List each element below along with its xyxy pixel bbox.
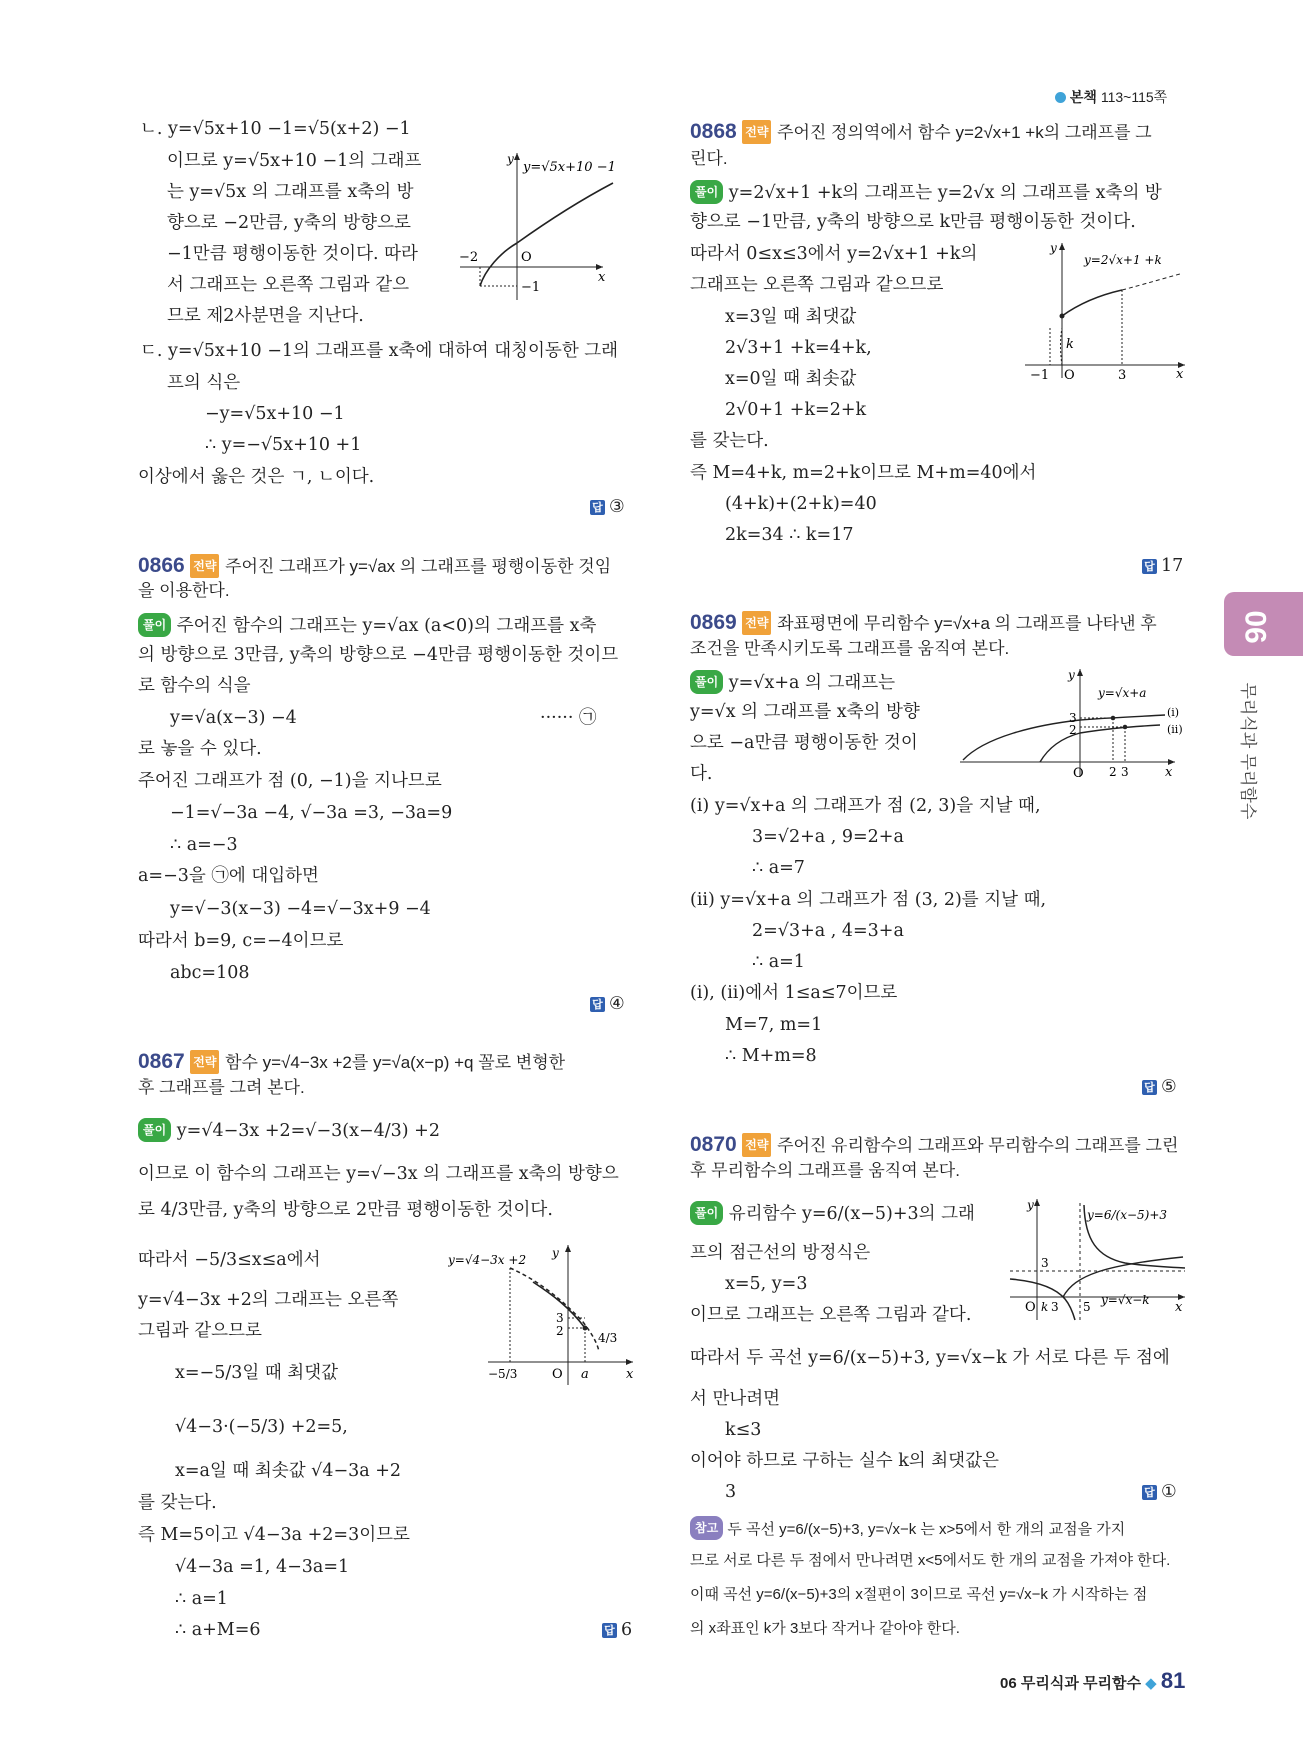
text-line: x=a일 때 최솟값 √4−3a +2 (175, 1461, 402, 1481)
text-line: ㄷ. y=√5x+10 −1의 그래프를 x축에 대하여 대칭이동한 그래 (140, 341, 619, 361)
strategy-text: 주어진 유리함수의 그래프와 무리함수의 그래프를 그린 (777, 1136, 1179, 1155)
text-line: a=−3을 ㉠에 대입하면 (138, 866, 319, 886)
text-line: −1=√−3a −4, √−3a =3, −3a=9 (170, 803, 453, 823)
case-label: (ii) (1167, 723, 1183, 736)
text-line: k≤3 (725, 1420, 762, 1440)
tick-label: −2 (459, 250, 479, 265)
text-line: (i), (ii)에서 1≤a≤7이므로 (690, 983, 898, 1003)
strategy-text: 후 무리함수의 그래프를 움직여 본다. (690, 1161, 960, 1180)
text-line: ∴ a=7 (752, 858, 805, 878)
text-line: 풀이 y=√4−3x +2=√−3(x−4/3) +2 (138, 1118, 440, 1142)
text-line: ∴ a+M=6 (175, 1620, 261, 1640)
curve-label: y=√5x+10 −1 (523, 160, 616, 175)
note-line: 이때 곡선 y=6/(x−5)+3의 x절편이 3이므로 곡선 y=√x−k 가 시작하는 점 (690, 1586, 1148, 1603)
axis-y-label: y (552, 1246, 559, 1260)
text-line: 향으로 −2만큼, y축의 방향으로 (167, 213, 411, 233)
tick-label: 3 (1041, 1256, 1049, 1270)
case-label: (i) (1167, 706, 1180, 719)
graph-sqrt-5x (455, 145, 635, 305)
text-line: 즉 M=5이고 √4−3a +2=3이므로 (138, 1525, 410, 1545)
note-line: 참고 두 곡선 y=6/(x−5)+3, y=√x−k 는 x>5에서 한 개의 교점을 가지 (690, 1516, 1125, 1541)
strategy-text: 조건을 만족시키도록 그래프를 움직여 본다. (690, 639, 1010, 658)
solution-badge: 풀이 (690, 670, 723, 694)
origin-label: O (1064, 368, 1075, 383)
graph-rational-and-sqrt (1005, 1195, 1190, 1325)
answer-icon: 답 (1142, 559, 1157, 574)
text-line: 로 놓을 수 있다. (138, 739, 262, 759)
problem-0867-header (138, 1050, 565, 1074)
axis-x-label: x (1176, 367, 1184, 382)
problem-number: 0868 (690, 120, 737, 143)
strategy-text: 함수 y=√4−3x +2를 y=√a(x−p) +q 꼴로 변형한 (225, 1053, 566, 1072)
answer-865: 답 ③ (590, 496, 625, 518)
curve-label: y=√4−3x +2 (448, 1253, 527, 1267)
text-line: 이므로 그래프는 오른쪽 그림과 같다. (690, 1305, 972, 1325)
problem-0866-header (138, 554, 611, 578)
curve-label: y=√x+a (1098, 686, 1147, 700)
text-line: 따라서 −5/3≤x≤a에서 (138, 1250, 321, 1270)
text-line: x=5, y=3 (725, 1274, 808, 1294)
answer-867: 답 6 (602, 1619, 632, 1641)
text-line: 그림과 같으므로 (138, 1321, 262, 1341)
tick-label: 2 (1109, 765, 1117, 779)
curve-label: y=6/(x−5)+3 (1087, 1208, 1168, 1222)
origin-label: O (1073, 766, 1084, 780)
text-line: 2=√3+a , 4=3+a (752, 921, 904, 941)
text-line: 의 방향으로 3만큼, y축의 방향으로 −4만큼 평행이동한 것이므 (138, 645, 619, 665)
strategy-text: 후 그래프를 그려 본다. (138, 1078, 305, 1097)
text-line: √4−3a =1, 4−3a=1 (175, 1557, 350, 1577)
text-line: 즉 M=4+k, m=2+k이므로 M+m=40에서 (690, 463, 1037, 483)
tick-label: 3 (1121, 765, 1129, 779)
text-line: 향으로 −1만큼, y축의 방향으로 k만큼 평행이동한 것이다. (690, 212, 1136, 232)
strategy-badge: 전략 (190, 1050, 219, 1074)
text-line: y=√4−3x +2의 그래프는 오른쪽 (138, 1290, 399, 1310)
text-line: y=√−3(x−3) −4=√−3x+9 −4 (170, 899, 431, 919)
tick-label: 4/3 (598, 1331, 618, 1345)
chapter-number: 06 (1238, 610, 1272, 644)
text-line: 주어진 그래프가 점 (0, −1)을 지나므로 (138, 771, 442, 791)
graph-sqrt-4-3x (448, 1240, 638, 1390)
axis-y-label: y (507, 152, 514, 166)
strategy-badge: 전략 (190, 554, 219, 578)
problem-number: 0867 (138, 1050, 185, 1073)
ref-icon (1055, 92, 1066, 103)
note-line: 의 x좌표인 k가 3보다 작거나 같아야 한다. (690, 1620, 960, 1637)
text-line: 이상에서 옳은 것은 ㄱ, ㄴ이다. (138, 467, 375, 487)
text-line: 를 갖는다. (138, 1493, 217, 1513)
text-line: x=3일 때 최댓값 (725, 307, 857, 327)
text-line: ∴ a=−3 (170, 835, 238, 855)
note-badge: 참고 (690, 1516, 723, 1540)
curve-label: y=2√x+1 +k (1084, 253, 1162, 267)
text-line: 풀이 유리함수 y=6/(x−5)+3의 그래 (690, 1201, 975, 1225)
text-line: 따라서 두 곡선 y=6/(x−5)+3, y=√x−k 가 서로 다른 두 점에 (690, 1348, 1170, 1368)
text-line: 로 4/3만큼, y축의 방향으로 2만큼 평행이동한 것이다. (138, 1200, 553, 1220)
text-line: 3 (725, 1482, 737, 1502)
origin-label: O (521, 250, 532, 265)
text-line: 으로 −a만큼 평행이동한 것이 (690, 733, 918, 753)
text-line: y=√a(x−3) −4 (170, 708, 297, 728)
answer-icon: 답 (590, 500, 605, 515)
answer-866: 답 ④ (590, 993, 625, 1015)
tick-label: −1 (1030, 368, 1050, 383)
text-line: 2√0+1 +k=2+k (725, 400, 867, 420)
tick-label: 3 (1069, 711, 1077, 725)
axis-x-label: x (598, 270, 606, 285)
tick-label: 5 (1083, 1300, 1091, 1314)
answer-icon: 답 (590, 997, 605, 1012)
text-line: 2k=34 ∴ k=17 (725, 525, 854, 545)
strategy-text: 린다. (690, 149, 728, 168)
text-line: ∴ y=−√5x+10 +1 (205, 435, 362, 455)
text-line: (4+k)+(2+k)=40 (725, 494, 877, 514)
tick-label: a (581, 1367, 589, 1382)
answer-icon: 답 (1142, 1485, 1157, 1500)
strategy-text: 주어진 정의역에서 함수 y=2√x+1 +k의 그래프를 그 (777, 123, 1152, 142)
strategy-text: 주어진 그래프가 y=√ax 의 그래프를 평행이동한 것임 (225, 557, 612, 576)
text-line: 로 함수의 식을 (138, 676, 251, 696)
text-line: 서 만나려면 (690, 1389, 781, 1409)
text-line: (i) y=√x+a 의 그래프가 점 (2, 3)을 지날 때, (690, 796, 1041, 816)
text-line: −y=√5x+10 −1 (205, 404, 345, 424)
origin-label: O (552, 1367, 563, 1382)
text-line: 이므로 이 함수의 그래프는 y=√−3x 의 그래프를 x축의 방향으 (138, 1164, 619, 1184)
answer-icon: 답 (1142, 1080, 1157, 1095)
text-line: 3=√2+a , 9=2+a (752, 827, 904, 847)
strategy-badge: 전략 (742, 611, 771, 635)
strategy-badge: 전략 (742, 120, 771, 144)
tick-label: 3 (1118, 368, 1127, 383)
chapter-title-vertical: 무리식과 무리함수 (1237, 682, 1258, 820)
text-line: −1만큼 평행이동한 것이다. 따라 (167, 244, 418, 264)
axis-y-label: y (1027, 1198, 1034, 1212)
text-line: 프의 식은 (167, 373, 241, 393)
tick-label: k (1066, 337, 1074, 352)
solution-badge: 풀이 (138, 613, 171, 637)
text-line: M=7, m=1 (725, 1015, 823, 1035)
text-line: 이어야 하므로 구하는 실수 k의 최댓값은 (690, 1451, 999, 1471)
text-line: √4−3·(−5/3) +2=5, (175, 1417, 348, 1437)
axis-x-label: x (1175, 1300, 1183, 1315)
text-line: x=0일 때 최솟값 (725, 369, 857, 389)
text-line: ∴ M+m=8 (725, 1046, 817, 1066)
text-line: 서 그래프는 오른쪽 그림과 같으 (167, 275, 410, 295)
text-line: (ii) y=√x+a 의 그래프가 점 (3, 2)를 지날 때, (690, 890, 1047, 910)
axis-y-label: y (1068, 668, 1075, 682)
tick-label: k (1041, 1300, 1049, 1314)
tick-label: −5/3 (488, 1367, 518, 1381)
problem-number: 0869 (690, 611, 737, 634)
ref-label: 본책 (1069, 89, 1097, 105)
problem-0868-header (690, 120, 1152, 144)
answer-icon: 답 (602, 1623, 617, 1638)
ref-pages: 113~115쪽 (1100, 89, 1168, 105)
axis-x-label: x (1165, 765, 1173, 780)
text-line: 풀이 y=√x+a 의 그래프는 (690, 670, 895, 694)
problem-0870-header (690, 1133, 1178, 1157)
text-line: 따라서 0≤x≤3에서 y=2√x+1 +k의 (690, 244, 978, 264)
text-line: 이므로 y=√5x+10 −1의 그래프 (167, 151, 422, 171)
text-line: ∴ a=1 (752, 952, 805, 972)
graph-2sqrt-x-plus-1 (1020, 238, 1190, 383)
solution-badge: 풀이 (690, 1201, 723, 1225)
equation-tag: ······ ㉠ (540, 708, 597, 728)
text-line: y=√x 의 그래프를 x축의 방향 (690, 702, 920, 722)
strategy-text: 좌표평면에 무리함수 y=√x+a 의 그래프를 나타낸 후 (777, 614, 1157, 633)
text-line: 다. (690, 764, 713, 784)
axis-y-label: y (1050, 241, 1057, 255)
page-ref (1055, 86, 1167, 108)
problem-number: 0866 (138, 554, 185, 577)
strategy-badge: 전략 (742, 1133, 771, 1157)
origin-label: O (1025, 1300, 1036, 1315)
text-line: 프의 점근선의 방정식은 (690, 1243, 871, 1263)
tick-label: 2 (556, 1324, 564, 1338)
answer-869: 답 ⑤ (1142, 1076, 1177, 1098)
text-line: 그래프는 오른쪽 그림과 같으므로 (690, 275, 944, 295)
text-line: 2√3+1 +k=4+k, (725, 338, 872, 358)
text-line: 를 갖는다. (690, 431, 769, 451)
axis-x-label: x (626, 1367, 634, 1382)
problem-number: 0870 (690, 1133, 737, 1156)
note-line: 므로 서로 다른 두 점에서 만나려면 x<5에서도 한 개의 교점을 가져야 한다. (690, 1552, 1171, 1569)
tick-label: 3 (556, 1311, 564, 1325)
strategy-text: 을 이용한다. (138, 581, 230, 600)
answer-868: 답 17 (1142, 555, 1183, 577)
footer-chapter: 06 무리식과 무리함수 (1000, 1675, 1141, 1692)
text-line: 따라서 b=9, c=−4이므로 (138, 931, 344, 951)
graph-sqrt-x-plus-a (955, 665, 1190, 780)
text-line: x=−5/3일 때 최댓값 (175, 1363, 339, 1383)
text-line: ㄴ. y=√5x+10 −1=√5(x+2) −1 (140, 119, 411, 139)
tick-label: −1 (521, 280, 541, 295)
text-line: 므로 제2사분면을 지난다. (167, 306, 364, 326)
solution-badge: 풀이 (690, 180, 723, 204)
solution-badge: 풀이 (138, 1118, 171, 1142)
answer-870: 답 ① (1142, 1481, 1177, 1503)
text-line: ∴ a=1 (175, 1589, 228, 1609)
text-line: 는 y=√5x 의 그래프를 x축의 방 (167, 182, 414, 202)
chapter-tab[interactable] (1224, 592, 1303, 656)
page-footer (1000, 1670, 1185, 1695)
text-line: 풀이 y=2√x+1 +k의 그래프는 y=2√x 의 그래프를 x축의 방 (690, 180, 1162, 204)
tick-label: 3 (1051, 1300, 1059, 1314)
text-line: abc=108 (170, 963, 250, 983)
footer-diamond-icon: ◆ (1145, 1675, 1157, 1692)
tick-label: 2 (1069, 723, 1077, 737)
page-number: 81 (1160, 1668, 1186, 1693)
text-line: 풀이 주어진 함수의 그래프는 y=√ax (a<0)의 그래프를 x축 (138, 613, 596, 637)
problem-0869-header (690, 611, 1157, 635)
curve-label: y=√x−k (1101, 1293, 1150, 1307)
